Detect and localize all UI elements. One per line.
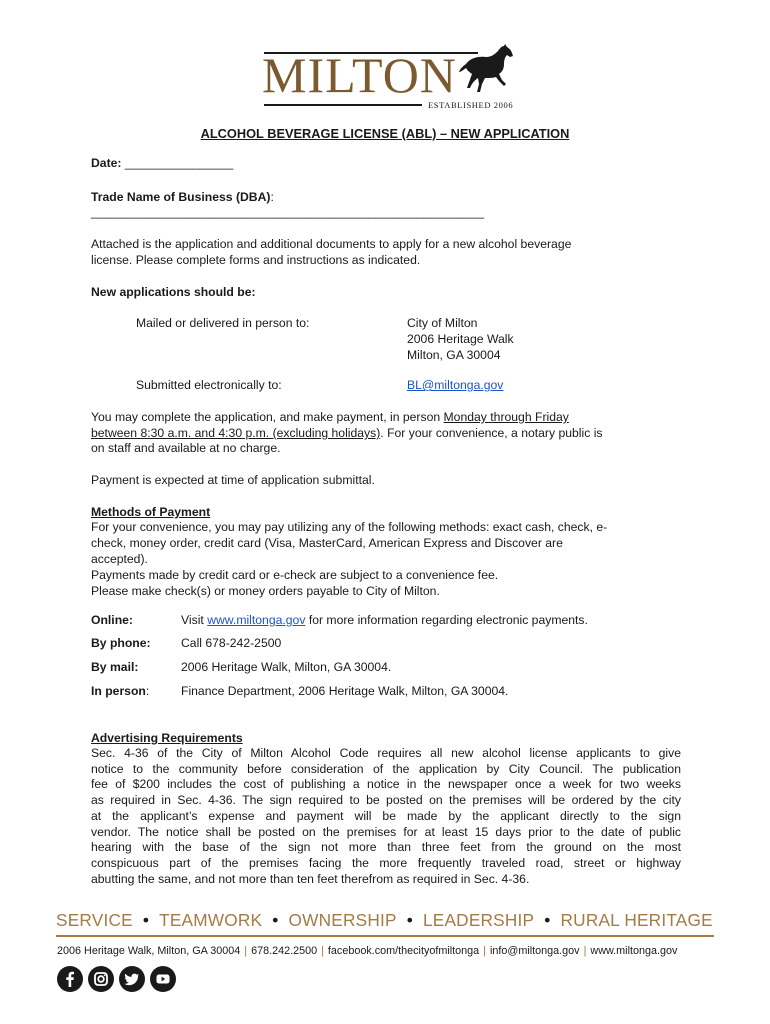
hours-line-2 xyxy=(91,426,681,442)
footer-value: RURAL HERITAGE xyxy=(560,910,713,930)
payment-label-phone: By phone: xyxy=(91,636,151,650)
footer-contact-item[interactable]: facebook.com/thecityofmiltonga xyxy=(327,945,480,957)
footer-contact-item[interactable]: info@miltonga.gov xyxy=(489,945,580,957)
advertising-heading: Advertising Requirements xyxy=(91,731,243,745)
methods-line-1: For your convenience, you may pay utilizing any of the following methods: exact cash, check, e- xyxy=(91,520,608,534)
methods-line-2: check, money order, credit card (Visa, MasterCard, American Express and Discover are xyxy=(91,536,563,550)
payment-label-mail: By mail: xyxy=(91,660,139,674)
intro-line-2: license. Please complete forms and instructions as indicated. xyxy=(91,253,421,267)
in-person-colon: : xyxy=(145,684,150,698)
milton-logo xyxy=(262,44,514,114)
address-line-2: 2006 Heritage Walk xyxy=(407,332,514,346)
in-person-word: In person xyxy=(91,684,146,698)
trade-name-field[interactable]: __________________________________________________________ xyxy=(91,205,485,219)
advertising-line: vendor. The notice shall be posted on the premises for at least 15 days prior to the date of public xyxy=(91,824,681,839)
footer-contact-item: 2006 Heritage Walk, Milton, GA 30004 xyxy=(57,945,241,957)
footer-value: OWNERSHIP xyxy=(288,910,397,930)
trade-name-line xyxy=(91,190,681,206)
address-line-1: City of Milton xyxy=(407,316,478,330)
footer-separator: | xyxy=(583,945,587,957)
logo-wordmark: MILTON xyxy=(262,47,457,103)
footer-value: LEADERSHIP xyxy=(422,910,535,930)
footer-values xyxy=(56,908,716,932)
payment-row-online xyxy=(91,613,681,629)
advertising-last-line: abutting the same, and not more than ten feet therefrom as required in Sec. 4-36. xyxy=(91,871,530,886)
footer-separator: | xyxy=(483,945,486,957)
footer-bullet: • xyxy=(406,910,413,930)
advertising-line: hearing with the base of the sign not more than three feet from the ground on the most xyxy=(91,840,681,855)
twitter-icon[interactable] xyxy=(119,966,145,992)
payment-value-mail: 2006 Heritage Walk, Milton, GA 30004. xyxy=(181,660,392,674)
hours-text-2: . For your convenience, a notary public is xyxy=(380,426,603,440)
footer-separator: | xyxy=(244,945,248,957)
instagram-icon[interactable] xyxy=(88,966,114,992)
email-link[interactable]: BL@miltonga.gov xyxy=(407,378,504,392)
mailed-label: Mailed or delivered in person to: xyxy=(136,316,310,330)
payment-value-in-person: Finance Department, 2006 Heritage Walk, Milton, GA 30004. xyxy=(181,684,509,698)
advertising-line: fee of $200 includes the cost of publishing a notice in the newspaper once a week for two weeks xyxy=(91,777,681,792)
logo-bottom-rule xyxy=(264,104,422,106)
horse-icon xyxy=(458,44,516,96)
online-post: for more information regarding electronic payments. xyxy=(305,613,588,627)
payment-label-online: Online: xyxy=(91,613,133,627)
methods-line-3: accepted). xyxy=(91,552,148,566)
advertising-body xyxy=(91,746,681,887)
advertising-line: at the applicant’s expense and payment will be made by the applicant directly to the sign xyxy=(91,808,681,823)
payment-value-online xyxy=(181,613,588,629)
advertising-lines xyxy=(91,746,681,872)
footer-rule xyxy=(56,935,714,937)
intro-line-1: Attached is the application and additional documents to apply for a new alcohol beverage xyxy=(91,237,572,251)
footer-value: TEAMWORK xyxy=(159,910,263,930)
payment-row-mail xyxy=(91,660,681,676)
footer-contact xyxy=(57,944,717,958)
footer-contact-item[interactable]: www.miltonga.gov xyxy=(590,945,678,957)
payment-row-in-person xyxy=(91,684,681,700)
footer-contact-item: 678.242.2500 xyxy=(251,945,318,957)
methods-line-4: Payments made by credit card or e-check are subject to a convenience fee. xyxy=(91,568,499,582)
advertising-line: notice to the community before consideration of the application by City Council. The publication xyxy=(91,761,681,776)
date-line xyxy=(91,156,681,172)
methods-heading: Methods of Payment xyxy=(91,505,211,519)
hours-text-1: You may complete the application, and make payment, in person xyxy=(91,410,444,424)
trade-name-label: Trade Name of Business (DBA) xyxy=(91,190,271,204)
website-link[interactable]: www.miltonga.gov xyxy=(207,613,306,627)
hours-line-3: on staff and available at no charge. xyxy=(91,441,281,455)
payment-expected: Payment is expected at time of application submittal. xyxy=(91,473,375,487)
payment-label-in-person xyxy=(91,684,149,700)
date-field[interactable]: ________________ xyxy=(121,156,234,170)
footer-bullet: • xyxy=(142,910,150,930)
facebook-icon[interactable] xyxy=(57,966,83,992)
youtube-icon[interactable] xyxy=(150,966,176,992)
footer-value: SERVICE xyxy=(56,910,133,930)
advertising-line: as required in Sec. 4-36. The sign required to be posted on the premises will be ordered by the city xyxy=(91,793,681,808)
advertising-line: Sec. 4-36 of the City of Milton Alcohol Code requires all new alcohol license applicants to give xyxy=(91,746,681,760)
payment-row-phone xyxy=(91,636,681,652)
footer-bullet: • xyxy=(272,910,279,930)
electronic-label: Submitted electronically to: xyxy=(136,378,282,392)
hours-days: Monday through Friday xyxy=(443,410,569,424)
new-applications-heading: New applications should be: xyxy=(91,285,256,299)
footer-separator: | xyxy=(321,945,324,957)
payment-value-phone: Call 678-242-2500 xyxy=(181,636,282,650)
advertising-line: conspicuous part of the premises facing the more frequently traveled road, street or highway xyxy=(91,855,681,870)
footer-bullet: • xyxy=(544,910,551,930)
document-title: ALCOHOL BEVERAGE LICENSE (ABL) – NEW APPLICATION xyxy=(200,126,570,141)
address-line-3: Milton, GA 30004 xyxy=(407,348,501,362)
methods-line-5: Please make check(s) or money orders payable to City of Milton. xyxy=(91,584,440,598)
date-label: Date: xyxy=(91,156,122,170)
hours-times: between 8:30 a.m. and 4:30 p.m. (excluding holidays) xyxy=(91,426,381,440)
logo-established: ESTABLISHED 2006 xyxy=(428,100,514,110)
trade-name-colon: : xyxy=(270,190,274,204)
online-pre: Visit xyxy=(181,613,208,627)
hours-line-1 xyxy=(91,410,681,426)
